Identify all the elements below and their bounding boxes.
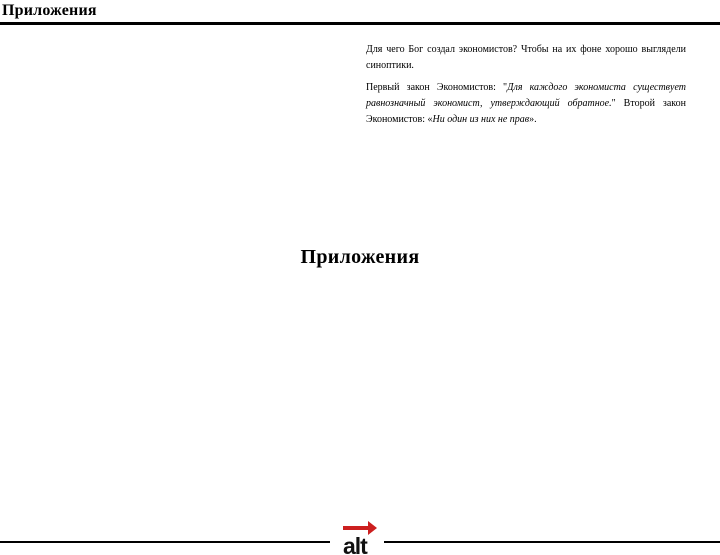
section-title: Приложения [300, 246, 420, 268]
footer-divider-right [384, 541, 720, 543]
epigraph-quote-1: Для каждого экономиста существует равнозначный экономист, утверждающий обратное. [366, 82, 686, 109]
epigraph-mid: " Второй закон Экономистов: « [366, 98, 687, 125]
page-header [0, 0, 720, 26]
footer-divider-left [0, 541, 330, 543]
header-divider [0, 22, 720, 25]
epigraph-paragraph-2 [366, 80, 686, 128]
header-title: Приложения [2, 2, 97, 19]
epigraph [366, 42, 686, 134]
logo-text: alt [343, 533, 367, 555]
epigraph-quote-2: Ни один из них не прав [432, 114, 530, 125]
epigraph-paragraph-1: Для чего Бог создал экономистов? Чтобы на их фоне хорошо выглядели синоптики. [366, 44, 686, 71]
alt-logo-icon [340, 520, 382, 555]
epigraph-intro: Первый закон Экономистов: " [366, 82, 508, 93]
epigraph-end: ». [529, 114, 537, 125]
